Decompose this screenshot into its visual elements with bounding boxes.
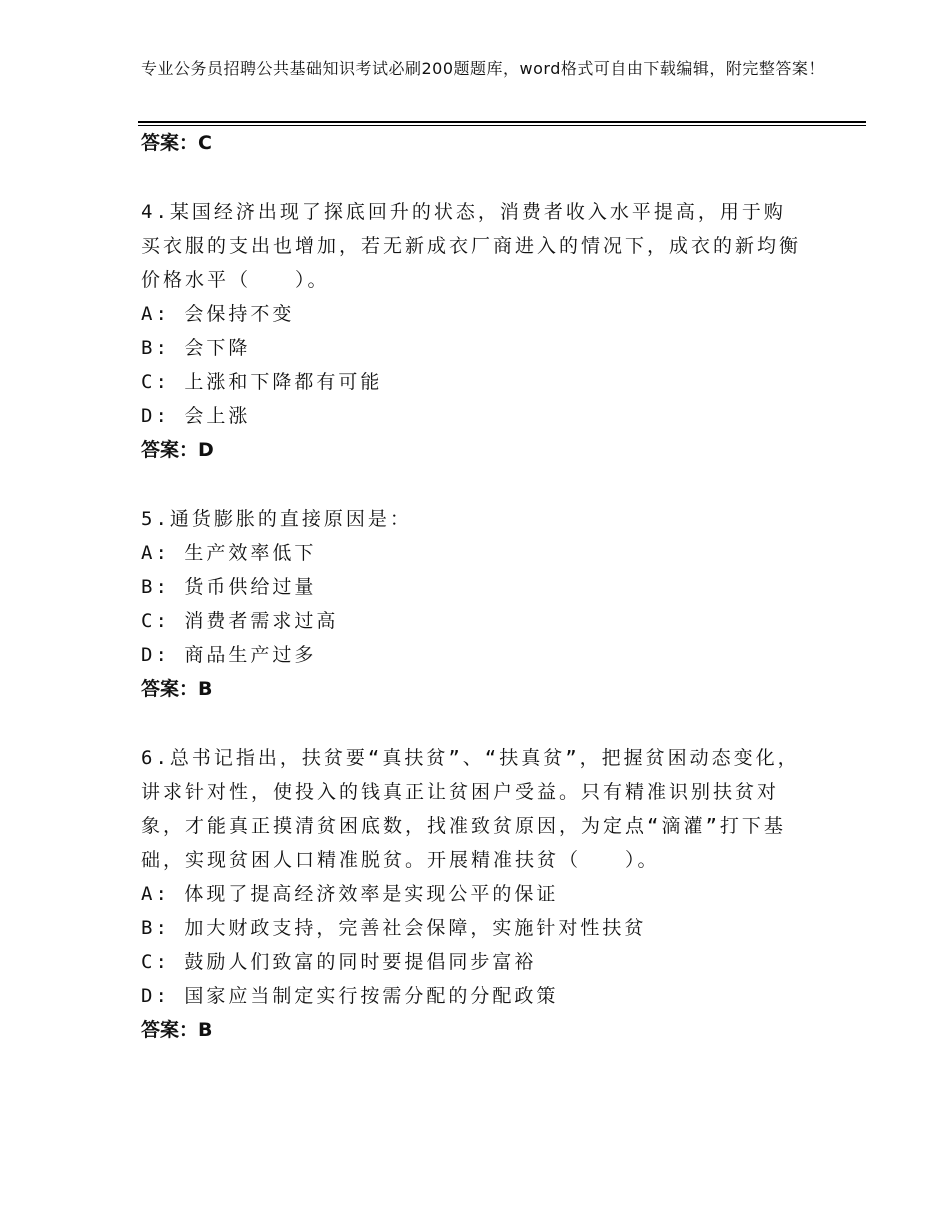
header-rule-thin (138, 125, 866, 126)
option-b: B: 货币供给过量 (141, 576, 317, 598)
answer-q6: 答案：B (141, 1019, 213, 1041)
question-4 (141, 195, 801, 467)
header-rule-thick (138, 121, 866, 123)
question-5 (141, 502, 801, 706)
question-6 (141, 741, 801, 1047)
option-d: D: 国家应当制定实行按需分配的分配政策 (141, 985, 559, 1007)
answer-q4: 答案：D (141, 439, 214, 461)
question-stem: 6.总书记指出，扶贫要“真扶贫”、“扶真贫”，把握贫困动态变化，讲求针对性，使投入的钱真正让贫困户受益。只有精准识别扶贫对象，才能真正摸清贫困底数，找准致贫原因，为定点“滴灌”打下基础，实现贫困人口精准脱贫。开展精准扶贫（ ）。 (141, 747, 800, 871)
option-c: C: 消费者需求过高 (141, 610, 339, 632)
option-d: D: 会上涨 (141, 405, 251, 427)
option-c: C: 上涨和下降都有可能 (141, 371, 383, 393)
option-d: D: 商品生产过多 (141, 644, 317, 666)
option-a: A: 生产效率低下 (141, 542, 317, 564)
page-header: 专业公务员招聘公共基础知识考试必刷200题题库，word格式可自由下载编辑，附完整答案！ (141, 59, 825, 78)
question-stem: 4.某国经济出现了探底回升的状态，消费者收入水平提高，用于购买衣服的支出也增加，若无新成衣厂商进入的情况下，成衣的新均衡价格水平（ ）。 (141, 201, 802, 291)
option-a: A: 体现了提高经济效率是实现公平的保证 (141, 883, 559, 905)
option-c: C: 鼓励人们致富的同时要提倡同步富裕 (141, 951, 537, 973)
question-stem: 5.通货膨胀的直接原因是： (141, 508, 412, 530)
answer-q5: 答案：B (141, 678, 213, 700)
option-a: A: 会保持不变 (141, 303, 295, 325)
answer-q3: 答案：C (141, 132, 212, 154)
option-b: B: 加大财政支持，完善社会保障，实施针对性扶贫 (141, 917, 647, 939)
option-b: B: 会下降 (141, 337, 251, 359)
